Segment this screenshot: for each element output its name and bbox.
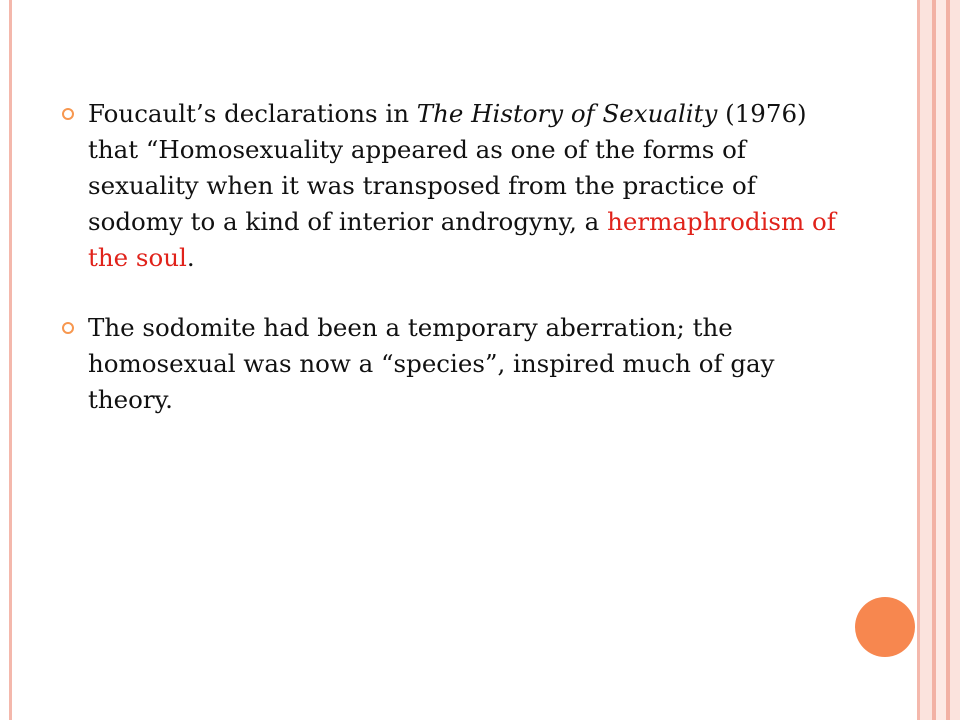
bullet-text-before: Foucault’s declarations in (88, 99, 417, 128)
accent-circle (855, 597, 915, 657)
bullet-text: The sodomite had been a temporary aberration; the homosexual was now a “species”, inspired much of gay theory. (88, 313, 775, 414)
bullet-item (62, 310, 852, 418)
bullet-text-middle: (1976) that “Homosexuality appeared as one of the forms of sexuality when it was transposed from the practice of sodomy to a kind of interior androgyny, a (88, 99, 807, 236)
ring-bullet-icon (62, 108, 74, 120)
decorative-stripe (950, 0, 960, 720)
decorative-stripe (936, 0, 946, 720)
book-title: The History of Sexuality (416, 99, 718, 128)
bullet-item (62, 96, 852, 276)
slide-body (62, 96, 852, 418)
highlighted-phrase: hermaphrodism of the soul (88, 207, 836, 272)
bullet-text-after: . (186, 243, 195, 272)
ring-bullet-icon (62, 322, 74, 334)
decorative-stripe (920, 0, 932, 720)
